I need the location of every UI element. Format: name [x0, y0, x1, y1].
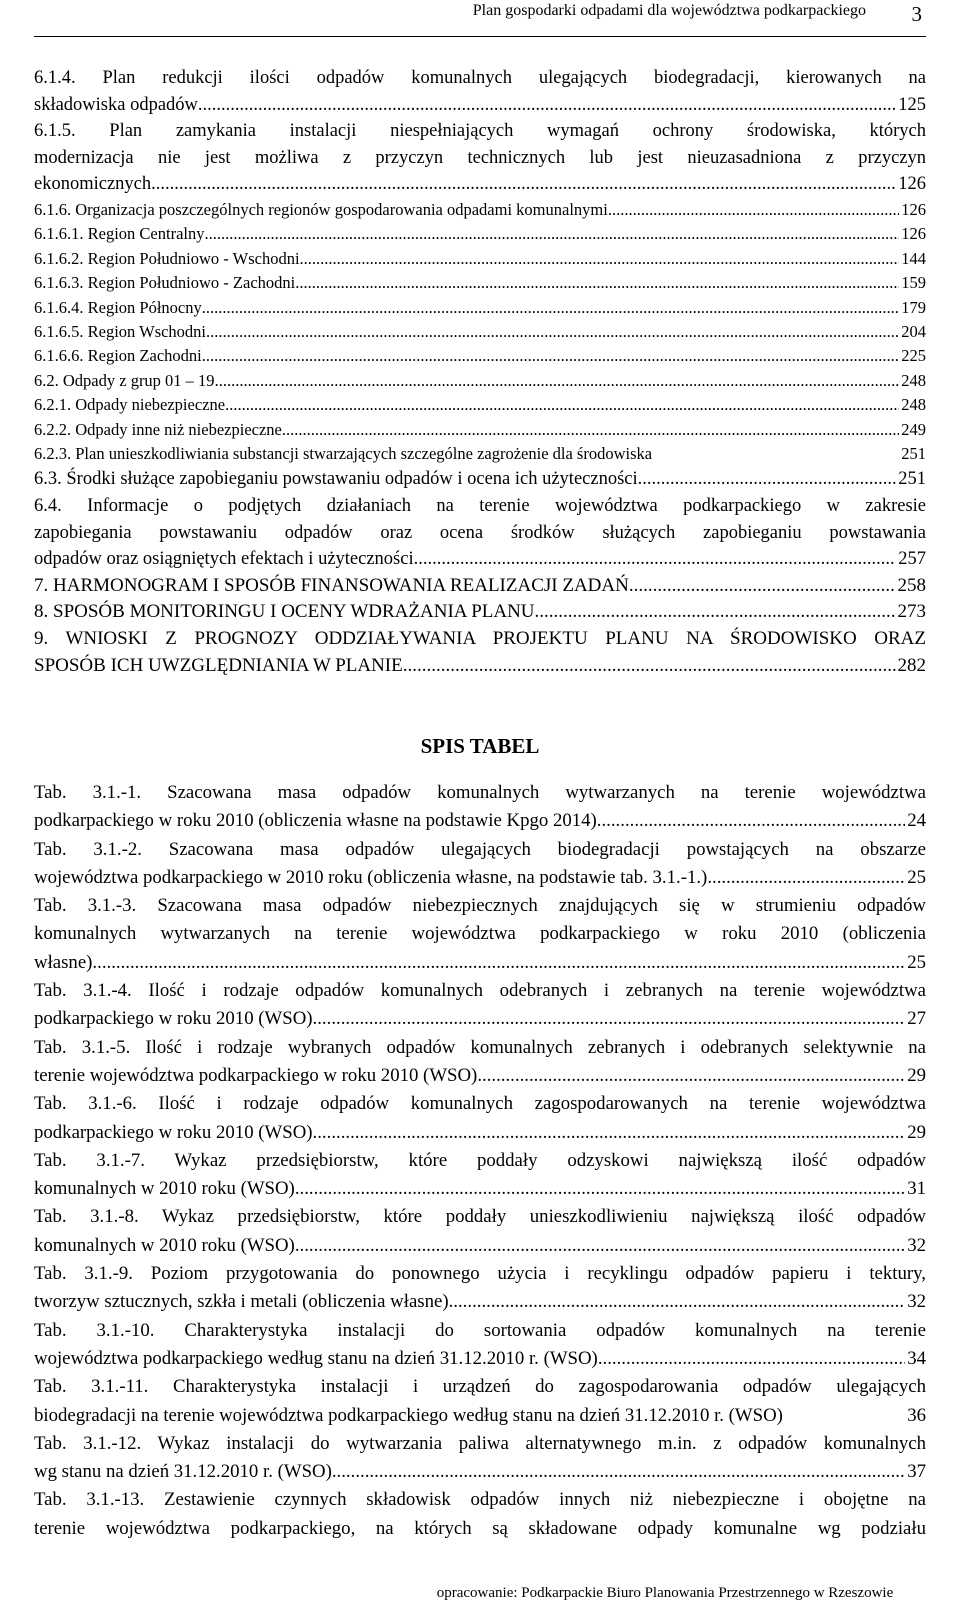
- table-list-entry[interactable]: [34, 977, 926, 1034]
- table-list-entry-text-line: Tab. 3.1.-11. Charakterystyka instalacji i urządzeń do zagospodarowania odpadów ulegających: [34, 1376, 926, 1398]
- dot-leader: [215, 369, 900, 393]
- dot-leader: [225, 393, 899, 417]
- toc-entry-title: 7. HARMONOGRAM I SPOSÓB FINANSOWANIA REALIZACJI ZADAŃ: [34, 574, 629, 596]
- table-list-entry-title: własne): [34, 951, 93, 973]
- table-list-entry[interactable]: [34, 779, 926, 836]
- table-list-entry[interactable]: [34, 1034, 926, 1091]
- dot-leader: [477, 1062, 905, 1090]
- table-of-contents: [34, 65, 926, 679]
- dot-leader: [638, 466, 897, 493]
- table-list-entry-page-number: 24: [907, 810, 926, 832]
- table-list-entry-page-number: 37: [907, 1461, 926, 1483]
- table-list-entry-title: tworzyw sztucznych, szkła i metali (obliczenia własne): [34, 1291, 449, 1313]
- table-list-entry-title: wg stanu na dzień 31.12.2010 r. (WSO): [34, 1461, 332, 1483]
- dot-leader: [300, 247, 900, 271]
- toc-entry-page-number: 282: [897, 654, 926, 676]
- toc-entry-text-line: 6.1.4. Plan redukcji ilości odpadów komunalnych ulegających biodegradacji, kierowanych na: [34, 68, 926, 88]
- table-list-entry[interactable]: [34, 1430, 926, 1487]
- table-list-entry-text-line: Tab. 3.1.-7. Wykaz przedsiębiorstw, które poddały odzyskowi największą ilość odpadów: [34, 1149, 926, 1171]
- toc-entry-page-number: 273: [897, 601, 926, 623]
- toc-entry[interactable]: [34, 599, 926, 626]
- toc-entry-title: 6.1.6.3. Region Południowo - Zachodni: [34, 273, 296, 293]
- table-list-entry-page-number: 29: [907, 1064, 926, 1086]
- table-list-entry-text-line: komunalnych wytwarzanych na terenie województwa podkarpackiego w roku 2010 (obliczenia: [34, 923, 926, 945]
- table-list-entry-page-number: 36: [907, 1404, 926, 1426]
- toc-entry[interactable]: [34, 626, 926, 679]
- toc-entry[interactable]: [34, 296, 926, 320]
- header-page-number: 3: [911, 2, 922, 26]
- table-list-entry-text-line: Tab. 3.1.-1. Szacowana masa odpadów komunalnych wytwarzanych na terenie województwa: [34, 782, 926, 803]
- toc-entry-title: odpadów oraz osiągniętych efektach i użyteczności: [34, 549, 414, 570]
- table-list-entry-text-line: Tab. 3.1.-10. Charakterystyka instalacji do sortowania odpadów komunalnych na terenie: [34, 1319, 926, 1341]
- dot-leader: [282, 418, 899, 442]
- toc-entry-page-number: 248: [901, 395, 926, 415]
- dot-leader: [629, 573, 896, 600]
- table-list-entry-text-line: Tab. 3.1.-6. Ilość i rodzaje odpadów komunalnych zagospodarowanych na terenie województwa: [34, 1093, 926, 1115]
- table-list-entry-title: komunalnych w 2010 roku (WSO): [34, 1178, 295, 1200]
- toc-entry[interactable]: [34, 198, 926, 222]
- toc-entry[interactable]: [34, 466, 926, 493]
- toc-entry[interactable]: [34, 247, 926, 271]
- dot-leader: [598, 1345, 905, 1373]
- toc-entry-page-number: 258: [897, 574, 926, 596]
- toc-entry-page-number: 126: [901, 199, 926, 219]
- dot-leader: [403, 653, 896, 680]
- page-header: [34, 0, 926, 37]
- toc-entry-page-number: 126: [898, 174, 926, 195]
- dot-leader: [202, 296, 900, 320]
- toc-entry-title: 6.2.2. Odpady inne niż niebezpieczne: [34, 419, 282, 439]
- toc-entry[interactable]: [34, 393, 926, 417]
- toc-entry-page-number: 248: [901, 370, 926, 390]
- list-of-tables: [34, 734, 926, 1543]
- toc-entry[interactable]: [34, 493, 926, 573]
- toc-entry[interactable]: [34, 573, 926, 600]
- dot-leader: [313, 1005, 906, 1033]
- footer-text: opracowanie: Podkarpackie Biuro Planowania Przestrzennego w Rzeszowie: [436, 1585, 894, 1601]
- table-list-entry-text-line: terenie województwa podkarpackiego, na których są składowane odpady komunalne wg podziału: [34, 1517, 926, 1539]
- toc-entry-page-number: 257: [898, 549, 926, 570]
- toc-entry[interactable]: [34, 344, 926, 368]
- dot-leader: [332, 1458, 905, 1486]
- toc-entry-title: 6.1.6.1. Region Centralny: [34, 224, 205, 244]
- toc-entry-page-number: 125: [898, 94, 926, 115]
- dot-leader: [608, 198, 899, 222]
- toc-entry-page-number: 251: [901, 444, 926, 464]
- toc-entry-title: 6.2. Odpady z grup 01 – 19: [34, 370, 215, 390]
- dot-leader: [414, 546, 897, 573]
- toc-entry-page-number: 126: [901, 224, 926, 244]
- toc-entry-page-number: 159: [901, 273, 926, 293]
- table-list-entry-page-number: 25: [907, 951, 926, 973]
- dot-leader: [295, 1232, 905, 1260]
- table-list-entry[interactable]: [34, 892, 926, 977]
- table-list-entry-page-number: 27: [907, 1008, 926, 1030]
- toc-entry-text-line: zapobiegania powstawaniu odpadów oraz ocena środków służących zapobieganiu powstawania: [34, 522, 926, 543]
- table-list-entry-page-number: 34: [907, 1347, 926, 1369]
- toc-entry-title: składowiska odpadów: [34, 94, 198, 115]
- toc-entry-page-number: 251: [898, 469, 926, 490]
- toc-entry[interactable]: [34, 118, 926, 198]
- table-list-entry-page-number: 25: [907, 866, 926, 888]
- table-list-entry-text-line: Tab. 3.1.-9. Poziom przygotowania do ponownego użycia i recyklingu odpadów papieru i tektury,: [34, 1263, 926, 1285]
- table-list-entry[interactable]: [34, 1203, 926, 1260]
- dot-leader: [198, 92, 896, 119]
- table-list-entry-title: biodegradacji na terenie województwa podkarpackiego według stanu na dzień 31.12.2010 r. (WSO): [34, 1404, 783, 1426]
- toc-entry-text-line: modernizacja nie jest możliwa z przyczyn technicznych lub jest nieuzasadniona z przyczyn: [34, 147, 926, 168]
- dot-leader: [597, 807, 905, 835]
- table-list-entry-text-line: Tab. 3.1.-13. Zestawienie czynnych składowisk odpadów innych niż niebezpieczne i obojętne na: [34, 1489, 926, 1511]
- table-list-entry-title: województwa podkarpackiego według stanu na dzień 31.12.2010 r. (WSO): [34, 1347, 598, 1369]
- table-list-entry-title: komunalnych w 2010 roku (WSO): [34, 1234, 295, 1256]
- table-list-entry[interactable]: [34, 1317, 926, 1374]
- table-list-entry-page-number: 31: [907, 1178, 926, 1200]
- table-list-entry-text-line: Tab. 3.1.-12. Wykaz instalacji do wytwarzania paliwa alternatywnego m.in. z odpadów komunalnych: [34, 1432, 926, 1454]
- toc-entry[interactable]: [34, 222, 926, 246]
- dot-leader: [295, 1175, 905, 1203]
- table-list-entry-page-number: 29: [907, 1121, 926, 1143]
- toc-entry-page-number: 204: [901, 322, 926, 341]
- toc-entry[interactable]: [34, 320, 926, 344]
- toc-entry-title: 6.1.6.2. Region Południowo - Wschodni: [34, 248, 300, 268]
- page-footer: [0, 1585, 960, 1602]
- toc-entry-text-line: 6.1.5. Plan zamykania instalacji niespełniających wymagań ochrony środowiska, których: [34, 121, 926, 142]
- toc-entry-page-number: 179: [901, 297, 926, 317]
- table-list-entry-text-line: Tab. 3.1.-5. Ilość i rodzaje wybranych odpadów komunalnych zebranych i odebranych selektywnie na: [34, 1036, 926, 1058]
- dot-leader: [295, 271, 899, 295]
- table-list-entry-title: terenie województwa podkarpackiego w roku 2010 (WSO): [34, 1064, 478, 1086]
- table-list-entry-text-line: Tab. 3.1.-2. Szacowana masa odpadów ulegających biodegradacji powstających na obszarze: [34, 838, 926, 860]
- table-list-entry-title: podkarpackiego w roku 2010 (WSO): [34, 1121, 313, 1143]
- toc-entry-page-number: 249: [901, 419, 926, 439]
- table-list-entry[interactable]: [34, 1147, 926, 1204]
- table-list-entry-title: województwa podkarpackiego w 2010 roku (obliczenia własne, na podstawie tab. 3.1.-1.): [34, 866, 708, 888]
- toc-entry-title: 6.3. Środki służące zapobieganiu powstawaniu odpadów i ocena ich użyteczności: [34, 469, 638, 490]
- dot-leader: [535, 599, 896, 626]
- table-list-entry-title: podkarpackiego w roku 2010 (obliczenia własne na podstawie Kpgo 2014): [34, 810, 597, 832]
- dot-leader: [707, 864, 905, 892]
- dot-leader: [449, 1288, 906, 1316]
- toc-entry-title: ekonomicznych: [34, 174, 152, 195]
- toc-entry[interactable]: [34, 271, 926, 295]
- toc-entry[interactable]: [34, 65, 926, 118]
- toc-entry[interactable]: [34, 418, 926, 442]
- dot-leader: [206, 320, 899, 344]
- table-list-entry[interactable]: [34, 1260, 926, 1317]
- toc-entry-title: 8. SPOSÓB MONITORINGU I OCENY WDRAŻANIA PLANU: [34, 601, 535, 623]
- toc-entry-title: SPOSÓB ICH UWZGLĘDNIANIA W PLANIE: [34, 654, 403, 676]
- toc-entry-text-line: 9. WNIOSKI Z PROGNOZY ODDZIAŁYWANIA PROJEKTU PLANU NA ŚRODOWISKO ORAZ: [34, 628, 926, 649]
- toc-entry-title: 6.2.3. Plan unieszkodliwiania substancji stwarzających szczególne zagrożenie dla środowiska: [34, 444, 653, 464]
- toc-entry[interactable]: [34, 442, 926, 466]
- table-list-entry[interactable]: [34, 1373, 926, 1430]
- toc-entry-title: 6.1.6. Organizacja poszczególnych regionów gospodarowania odpadami komunalnymi: [34, 199, 608, 219]
- toc-entry-title: 6.1.6.6. Region Zachodni: [34, 346, 202, 366]
- header-title: Plan gospodarki odpadami dla województwa podkarpackiego: [472, 2, 866, 19]
- table-list-entry-text-line: Tab. 3.1.-4. Ilość i rodzaje odpadów komunalnych odebranych i zebranych na terenie województwa: [34, 980, 926, 1002]
- toc-entry-page-number: 225: [901, 346, 926, 366]
- list-of-tables-title: SPIS TABEL: [420, 734, 540, 758]
- dot-leader: [151, 171, 896, 198]
- toc-entry-page-number: 144: [901, 248, 926, 268]
- toc-entry[interactable]: [34, 369, 926, 393]
- dot-leader: [204, 222, 899, 246]
- table-list-entry-text-line: Tab. 3.1.-3. Szacowana masa odpadów niebezpiecznych znajdujących się w strumieniu odpadów: [34, 895, 926, 917]
- table-list-entry[interactable]: [34, 836, 926, 893]
- toc-entry-title: 6.1.6.4. Region Północny: [34, 297, 202, 317]
- dot-leader: [202, 344, 900, 368]
- toc-entry-title: 6.2.1. Odpady niebezpieczne: [34, 395, 226, 415]
- table-list-entry-text-line: Tab. 3.1.-8. Wykaz przedsiębiorstw, które poddały unieszkodliwieniu największą ilość odpadów: [34, 1206, 926, 1228]
- table-list-entry-title: podkarpackiego w roku 2010 (WSO): [34, 1008, 313, 1030]
- table-list-entry-page-number: 32: [907, 1291, 926, 1313]
- table-list-entry[interactable]: [34, 1090, 926, 1147]
- toc-entry-title: 6.1.6.5. Region Wschodni: [34, 322, 207, 341]
- dot-leader: [313, 1119, 906, 1147]
- dot-leader: [92, 949, 905, 977]
- table-list-entry-page-number: 32: [907, 1234, 926, 1256]
- table-list-entry[interactable]: [34, 1486, 926, 1543]
- toc-entry-text-line: 6.4. Informacje o podjętych działaniach na terenie województwa podkarpackiego w zakresie: [34, 496, 926, 517]
